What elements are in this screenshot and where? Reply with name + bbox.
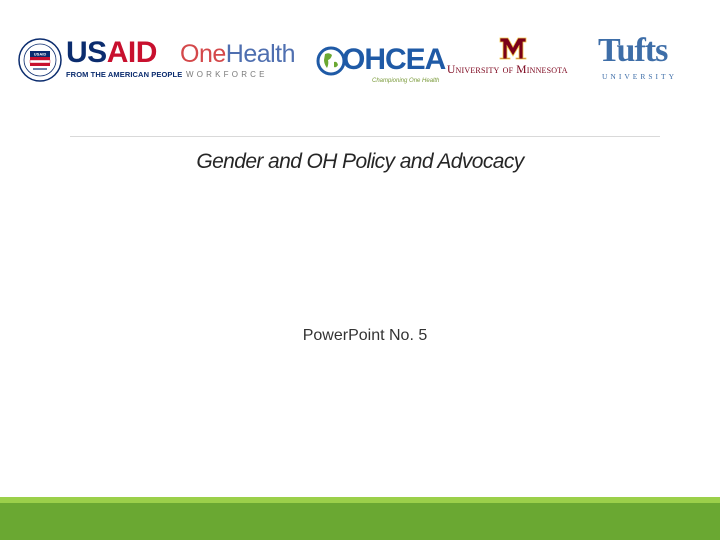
one-health-sub: WORKFORCE [186,70,268,79]
ohcea-logo [316,43,446,90]
logo-bar [0,28,720,98]
one-health-word-health: Health [225,40,296,68]
usaid-tagline: FROM THE AMERICAN PEOPLE [66,70,183,79]
ohcea-tagline: Championing One Health [372,78,440,84]
one-health-wordmark [180,40,295,68]
usaid-wordmark [66,36,157,70]
usaid-seal-icon [18,38,62,82]
tufts-university-logo [596,34,680,92]
one-health-word-one: One [180,40,226,68]
one-health-workforce-logo [180,40,298,88]
usaid-seal-text: USAID [33,51,47,57]
tufts-wordmark: Tufts [598,32,668,69]
tufts-sub: UNIVERSITY [602,72,677,81]
footer-bar [0,503,720,540]
usaid-accent: AID [106,36,157,69]
block-m-icon [499,36,527,60]
university-of-minnesota-logo [447,36,577,92]
usaid-logo [18,36,183,92]
slide-subtitle: PowerPoint No. 5 [302,327,428,344]
ohcea-wordmark: OHCEA [342,43,446,76]
title-divider [70,136,660,137]
slide-title: Gender and OH Policy and Advocacy [196,150,524,173]
minnesota-wordmark: University of Minnesota [447,64,568,76]
usaid-prefix: US [66,36,107,69]
